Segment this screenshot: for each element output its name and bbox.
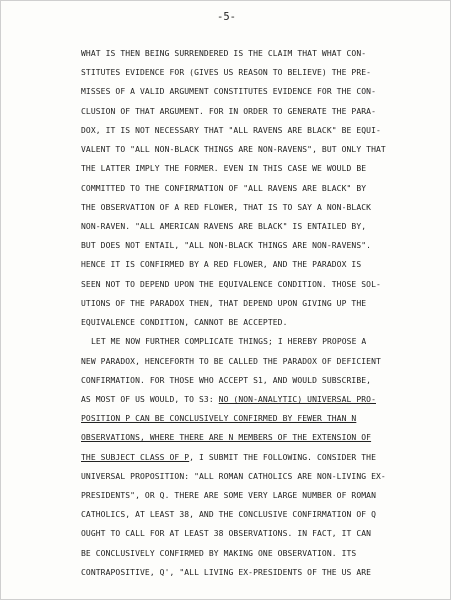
text-line: UNIVERSAL PROPOSITION: "ALL ROMAN CATHOLICS ARE NON-LIVING EX- xyxy=(81,471,386,481)
text-line: STITUTES EVIDENCE FOR (GIVES US REASON TO BELIEVE) THE PRE- xyxy=(81,68,372,78)
text-line xyxy=(81,428,411,447)
document-body xyxy=(81,44,411,582)
text-line: VALENT TO "ALL NON-BLACK THINGS ARE NON-RAVENS", BUT ONLY THAT xyxy=(81,145,386,155)
underlined-text: NO (NON-ANALYTIC) UNIVERSAL PRO- xyxy=(218,394,376,404)
text-line: EQUIVALENCE CONDITION, CANNOT BE ACCEPTED. xyxy=(81,318,288,328)
text-line xyxy=(81,390,411,409)
text-line: DOX, IT IS NOT NECESSARY THAT "ALL RAVENS ARE BLACK" BE EQUI- xyxy=(81,125,381,135)
text-run: AS MOST OF US WOULD, TO S3: xyxy=(81,394,219,404)
text-line: THE OBSERVATION OF A RED FLOWER, THAT IS TO SAY A NON-BLACK xyxy=(81,202,372,212)
paragraph-1 xyxy=(81,44,411,332)
text-line: PRESIDENTS", OR Q. THERE ARE SOME VERY LARGE NUMBER OF ROMAN xyxy=(81,491,376,501)
text-run: , I SUBMIT THE FOLLOWING. CONSIDER THE xyxy=(189,452,376,462)
text-line: NEW PARADOX, HENCEFORTH TO BE CALLED THE PARADOX OF DEFICIENT xyxy=(81,356,381,366)
text-line: THE LATTER IMPLY THE FORMER. EVEN IN THIS CASE WE WOULD BE xyxy=(81,164,367,174)
underlined-text: THE SUBJECT CLASS OF P xyxy=(81,452,190,462)
text-line: LET ME NOW FURTHER COMPLICATE THINGS; I HEREBY PROPOSE A xyxy=(91,337,367,347)
paragraph-2 xyxy=(81,332,411,582)
text-line: UTIONS OF THE PARADOX THEN, THAT DEPEND UPON GIVING UP THE xyxy=(81,298,367,308)
text-line: SEEN NOT TO DEPEND UPON THE EQUIVALENCE CONDITION. THOSE SOL- xyxy=(81,279,381,289)
text-line: BUT DOES NOT ENTAIL, "ALL NON-BLACK THINGS ARE NON-RAVENS". xyxy=(81,241,372,251)
underlined-text: OBSERVATIONS, WHERE THERE ARE N MEMBERS OF THE EXTENSION OF xyxy=(81,433,372,443)
text-line: COMMITTED TO THE CONFIRMATION OF "ALL RAVENS ARE BLACK" BY xyxy=(81,183,367,193)
text-line: CONFIRMATION. FOR THOSE WHO ACCEPT S1, AND WOULD SUBSCRIBE, xyxy=(81,375,372,385)
text-line: CONTRAPOSITIVE, Q', "ALL LIVING EX-PRESIDENTS OF THE US ARE xyxy=(81,567,372,577)
text-line: BE CONCLUSIVELY CONFIRMED BY MAKING ONE OBSERVATION. ITS xyxy=(81,548,357,558)
text-line xyxy=(81,448,411,467)
text-line: MISSES OF A VALID ARGUMENT CONSTITUTES EVIDENCE FOR THE CON- xyxy=(81,87,376,97)
text-line xyxy=(81,409,411,428)
text-line: WHAT IS THEN BEING SURRENDERED IS THE CLAIM THAT WHAT CON- xyxy=(81,49,367,58)
text-line: CATHOLICS, AT LEAST 38, AND THE CONCLUSIVE CONFIRMATION OF Q xyxy=(81,510,376,520)
text-line: CLUSION OF THAT ARGUMENT. FOR IN ORDER TO GENERATE THE PARA- xyxy=(81,106,376,116)
text-line: NON-RAVEN. "ALL AMERICAN RAVENS ARE BLACK" IS ENTAILED BY, xyxy=(81,221,367,231)
text-line: OUGHT TO CALL FOR AT LEAST 38 OBSERVATIONS. IN FACT, IT CAN xyxy=(81,529,372,539)
underlined-text: POSITION P CAN BE CONCLUSIVELY CONFIRMED BY FEWER THAN N xyxy=(81,414,357,424)
text-line: HENCE IT IS CONFIRMED BY A RED FLOWER, AND THE PARADOX IS xyxy=(81,260,362,270)
page-number: -5- xyxy=(217,11,236,23)
